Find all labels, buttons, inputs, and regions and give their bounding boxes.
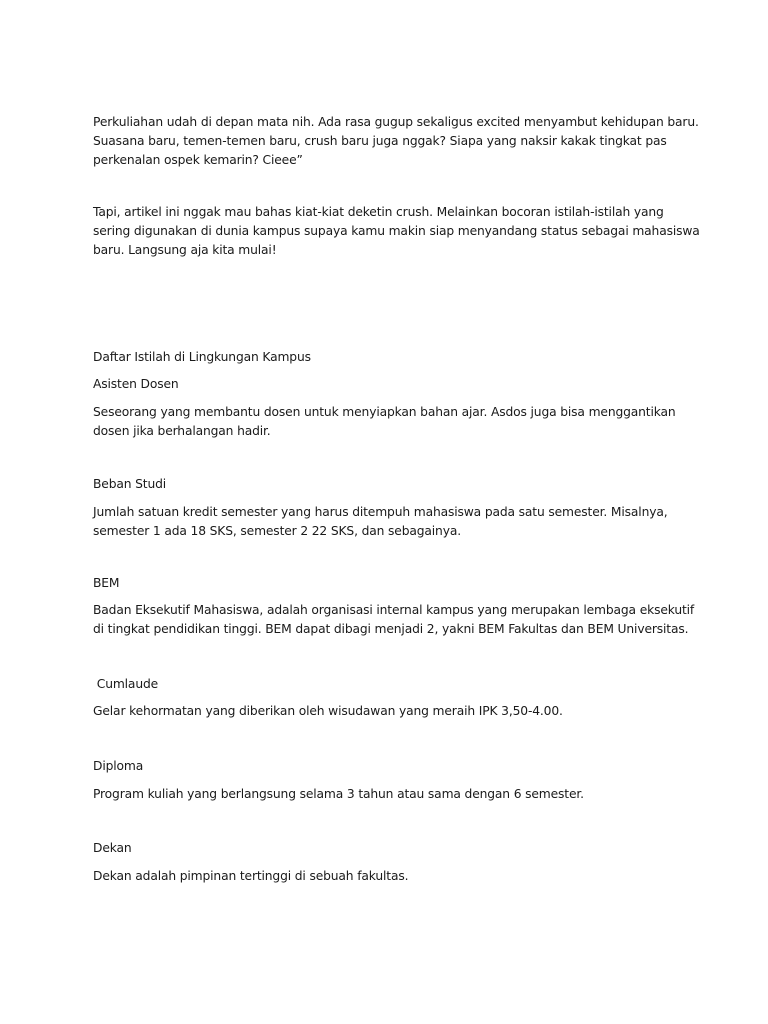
- intro-paragraph-1: [93, 113, 699, 170]
- term-definition: [93, 503, 683, 541]
- text-line: dosen jika berhalangan hadir.: [93, 424, 271, 438]
- text-line: baru. Langsung aja kita mulai!: [93, 243, 277, 257]
- term-heading: BEM: [93, 576, 120, 590]
- text-line: Perkuliahan udah di depan mata nih. Ada rasa gugup sekaligus excited menyambut kehidupan baru.: [93, 115, 699, 129]
- text-line: sering digunakan di dunia kampus supaya kamu makin siap menyandang status sebagai mahasiswa: [93, 224, 700, 238]
- text-line: semester 1 ada 18 SKS, semester 2 22 SKS, dan sebagainya.: [93, 524, 461, 538]
- section-title: Daftar Istilah di Lingkungan Kampus: [93, 350, 311, 364]
- term-definition: [93, 867, 683, 886]
- term-heading: Cumlaude: [93, 677, 159, 691]
- text-line: Jumlah satuan kredit semester yang harus ditempuh mahasiswa pada satu semester. Misalnya,: [93, 505, 668, 519]
- intro-paragraph-2: [93, 203, 700, 260]
- text-line: Badan Eksekutif Mahasiswa, adalah organisasi internal kampus yang merupakan lembaga eksekutif: [93, 603, 695, 617]
- term-heading: Diploma: [93, 759, 144, 773]
- text-line: Seseorang yang membantu dosen untuk menyiapkan bahan ajar. Asdos juga bisa menggantikan: [93, 405, 676, 419]
- text-line: Suasana baru, temen-temen baru, crush baru juga nggak? Siapa yang naksir kakak tingkat pas: [93, 134, 667, 148]
- term-definition: [93, 702, 683, 721]
- text-line: di tingkat pendidikan tinggi. BEM dapat dibagi menjadi 2, yakni BEM Fakultas dan BEM Universitas.: [93, 622, 689, 636]
- term-heading: Beban Studi: [93, 477, 167, 491]
- text-line: Gelar kehormatan yang diberikan oleh wisudawan yang meraih IPK 3,50-4.00.: [93, 704, 563, 718]
- term-definition: [93, 785, 683, 804]
- term-definition: [93, 601, 695, 639]
- term-definition: [93, 403, 683, 441]
- text-line: Program kuliah yang berlangsung selama 3 tahun atau sama dengan 6 semester.: [93, 787, 584, 801]
- term-heading: Asisten Dosen: [93, 377, 179, 391]
- term-heading: Dekan: [93, 841, 132, 855]
- text-line: perkenalan ospek kemarin? Cieeeˮ: [93, 153, 303, 167]
- text-line: Tapi, artikel ini nggak mau bahas kiat-kiat deketin crush. Melainkan bocoran istilah-istilah yang: [93, 205, 664, 219]
- text-line: Dekan adalah pimpinan tertinggi di sebuah fakultas.: [93, 869, 409, 883]
